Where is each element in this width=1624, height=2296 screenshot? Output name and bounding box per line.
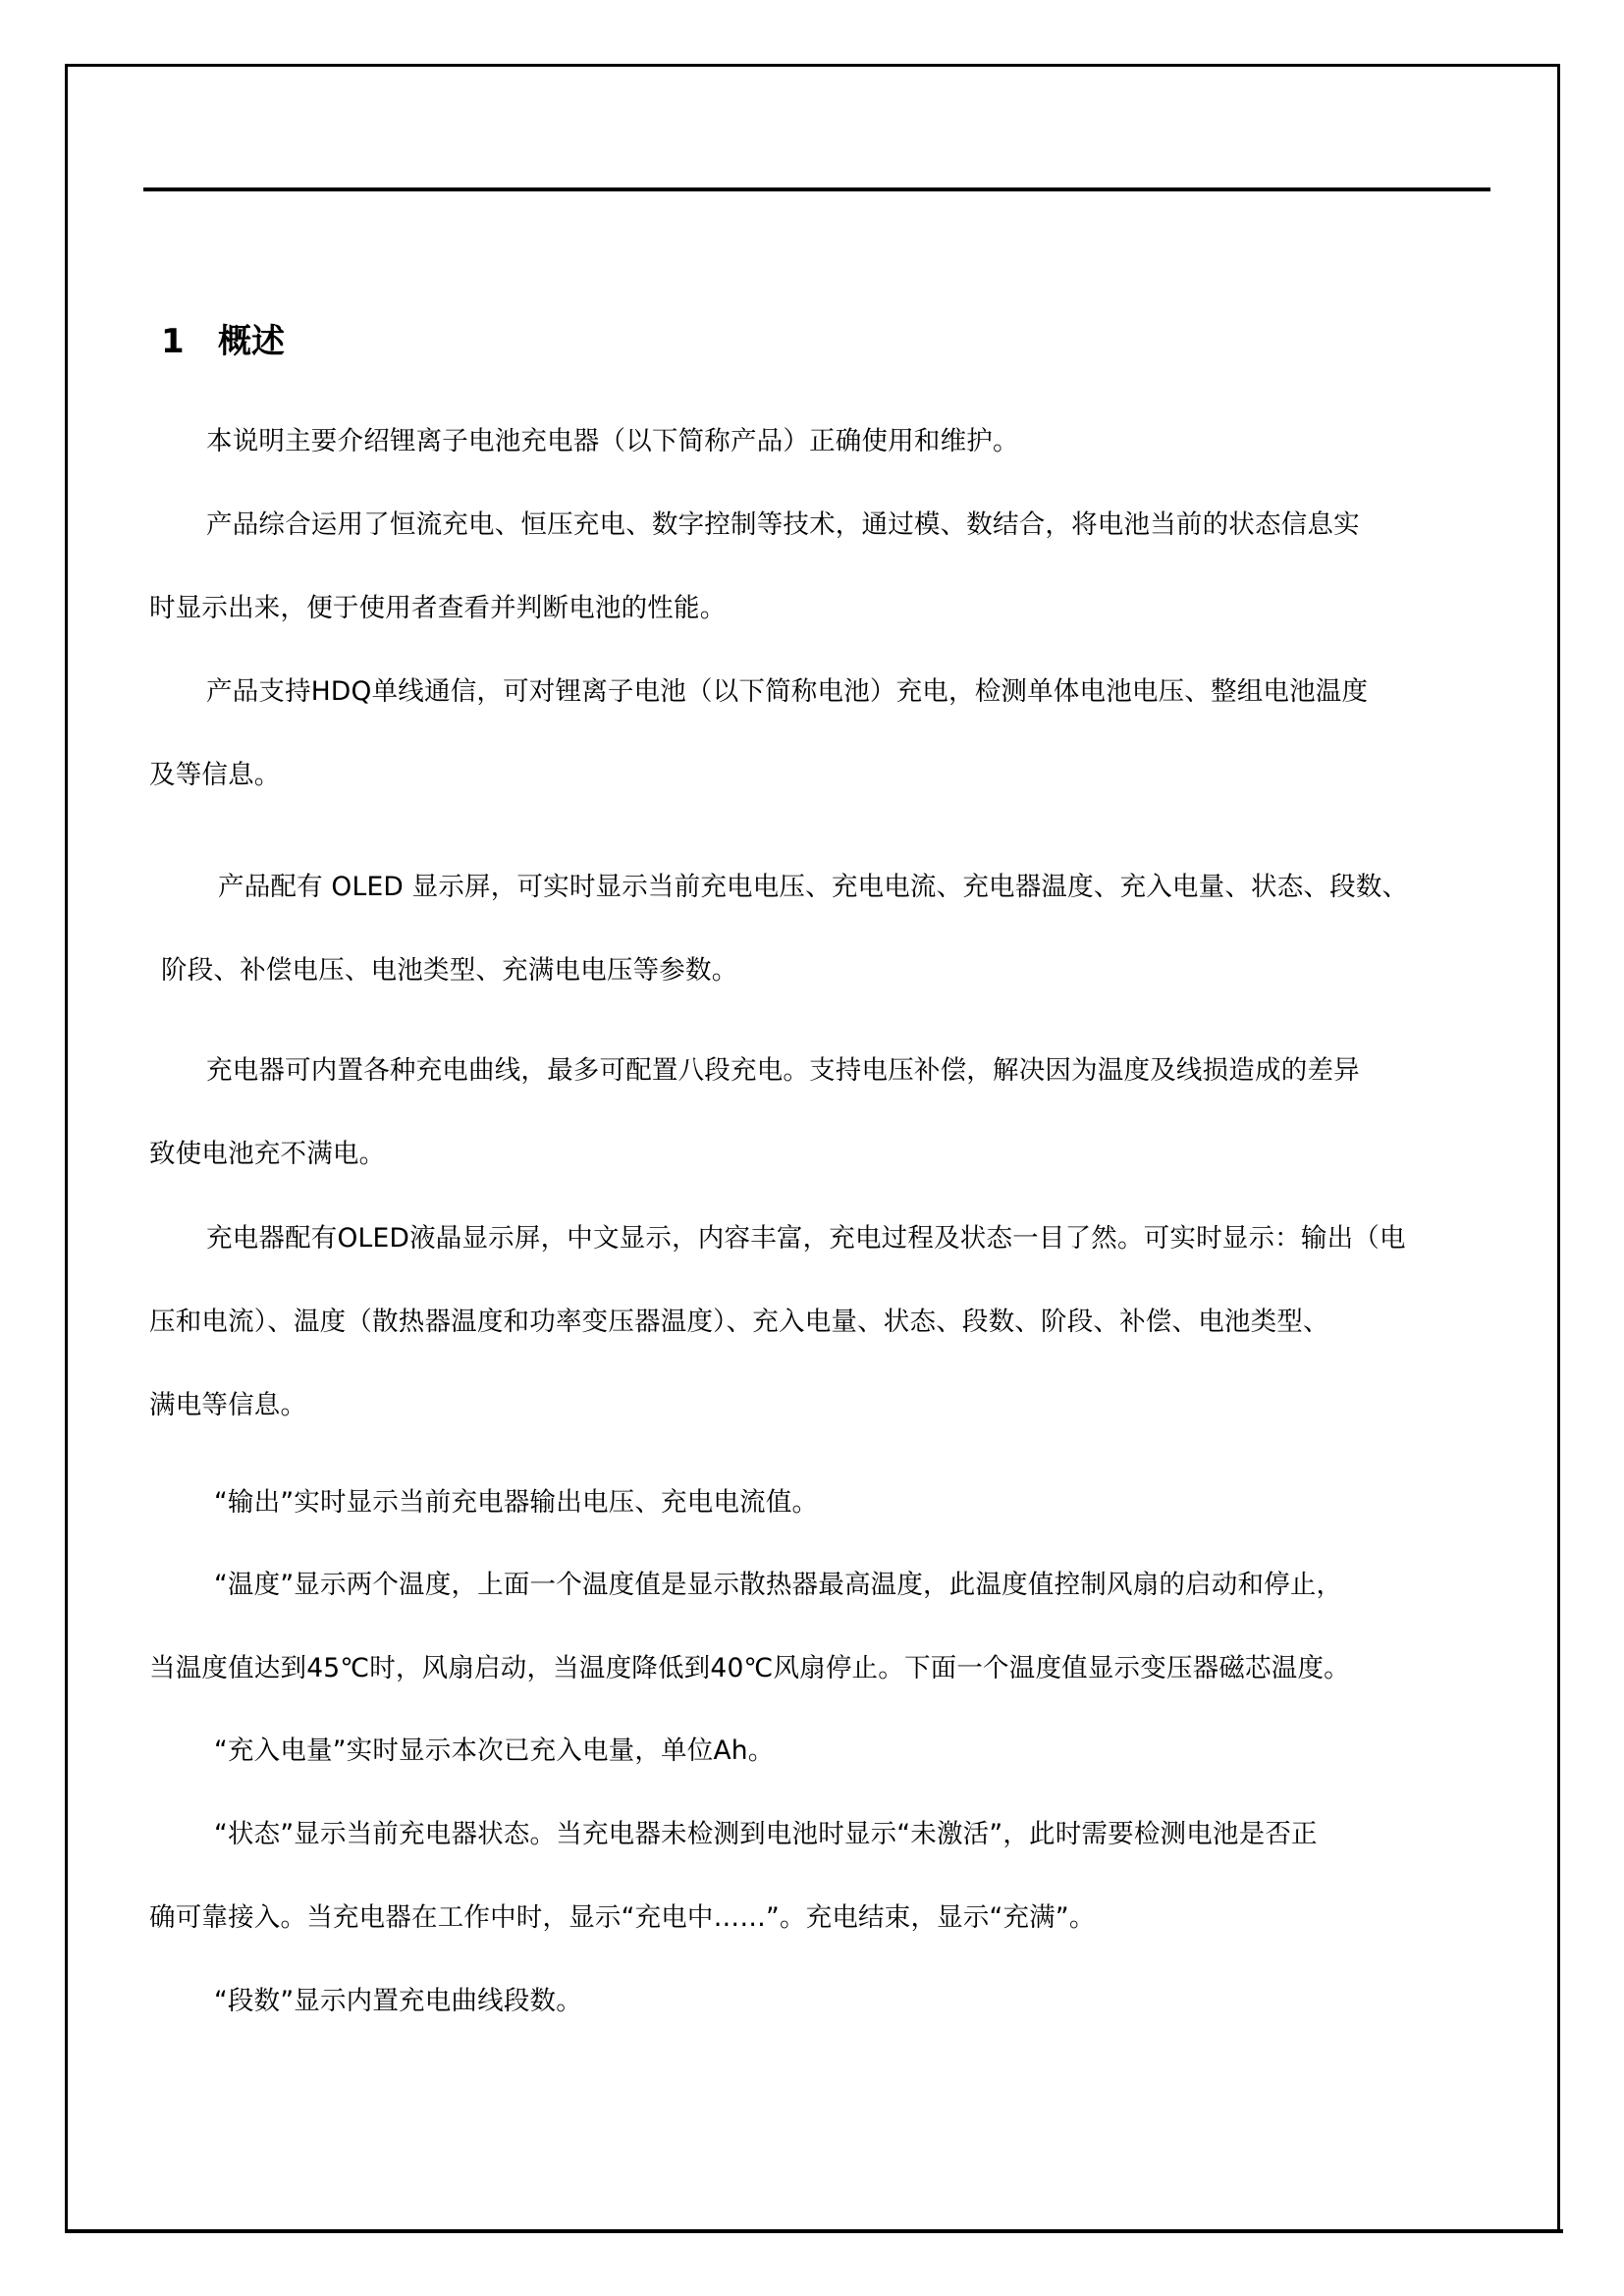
paragraph-line: “温度”显示两个温度，上面一个温度值是显示散热器最高温度，此温度值控制风扇的启动和停止， [214,1570,1343,1600]
paragraph-line: 充电器配有OLED液晶显示屏，中文显示，内容丰富，充电过程及状态一目了然。可实时显示：输出（电 [206,1223,1406,1254]
paragraph-line: “充入电量”实时显示本次已充入电量，单位Ah。 [214,1735,775,1766]
paragraph-line: “段数”显示内置充电曲线段数。 [214,1986,582,2016]
paragraph-line: 阶段、补偿电压、电池类型、充满电电压等参数。 [161,955,738,986]
section-number: 1 [161,322,185,361]
paragraph-line: 压和电流）、温度（散热器温度和功率变压器温度）、充入电量、状态、段数、阶段、补偿、电池类型、 [149,1307,1329,1337]
paragraph-line: 充电器可内置各种充电曲线，最多可配置八段充电。支持电压补偿，解决因为温度及线损造成的差异 [206,1055,1360,1086]
paragraph-line: 当温度值达到45℃时，风扇启动，当温度降低到40℃风扇停止。下面一个温度值显示变压器磁芯温度。 [149,1653,1350,1683]
paragraph-line: 确可靠接入。当充电器在工作中时，显示“充电中……”。充电结束，显示“充满”。 [149,1902,1096,1933]
paragraph-line: 致使电池充不满电。 [149,1139,386,1169]
section-heading [161,314,285,362]
section-title: 概述 [218,322,285,361]
paragraph-line: 产品综合运用了恒流充电、恒压充电、数字控制等技术，通过模、数结合，将电池当前的状态信息实 [206,509,1360,540]
paragraph-line: 产品支持HDQ单线通信，可对锂离子电池（以下简称电池）充电，检测单体电池电压、整组电池温度 [206,676,1369,707]
paragraph-line: 及等信息。 [149,760,281,790]
paragraph-line: 产品配有 OLED 显示屏，可实时显示当前充电电压、充电电流、充电器温度、充入电量、状态、段数、 [218,872,1409,902]
header-rule [143,187,1490,191]
paragraph-line: “输出”实时显示当前充电器输出电压、充电电流值。 [214,1487,819,1518]
footer-rule [65,2229,1563,2233]
paragraph-line: 时显示出来，便于使用者查看并判断电池的性能。 [149,593,727,623]
paragraph-line: 本说明主要介绍锂离子电池充电器（以下简称产品）正确使用和维护。 [206,426,1019,456]
paragraph-line: “状态”显示当前充电器状态。当充电器未检测到电池时显示“未激活”，此时需要检测电池是否正 [214,1819,1318,1849]
paragraph-line: 满电等信息。 [149,1390,307,1420]
